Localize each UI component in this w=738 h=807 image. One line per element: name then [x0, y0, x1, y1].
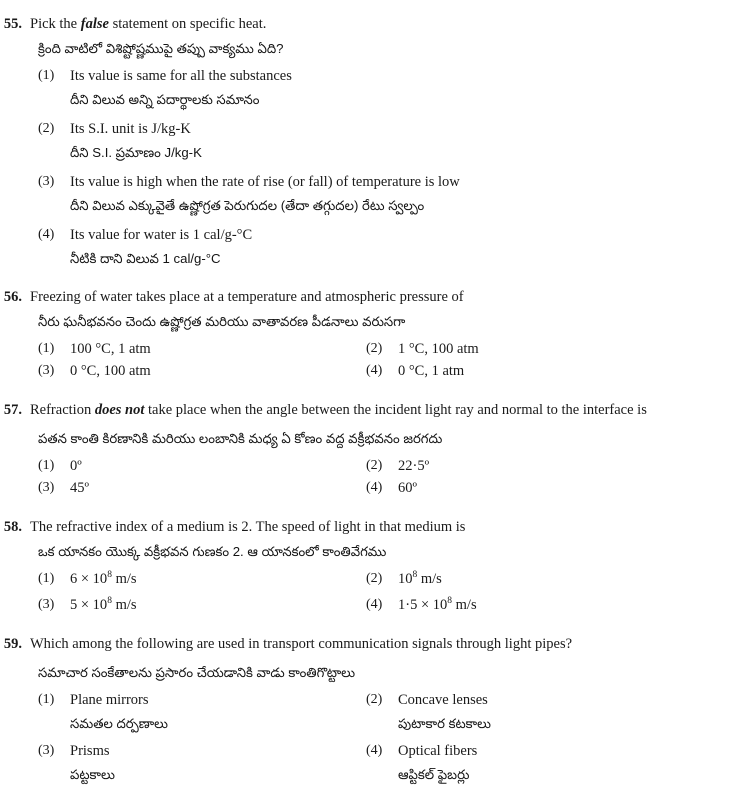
question-block-59 [0, 634, 738, 785]
q55-stem-emphasis: false [80, 16, 109, 32]
option-row[interactable] [38, 568, 738, 590]
option-text-english: Its value for water is 1 cal/g-°C [70, 227, 253, 243]
option-59-4[interactable] [366, 740, 694, 785]
option-label: (1) [38, 341, 55, 356]
option-text-english: 100 °C, 1 atm [70, 341, 151, 357]
option-row[interactable] [38, 171, 738, 216]
option-text-english: Its value is same for all the substances [70, 68, 292, 84]
option-56-4[interactable] [366, 360, 694, 382]
option-text-english: Plane mirrors [70, 692, 149, 708]
option-label: (4) [366, 480, 383, 495]
question-55-stem-english [30, 14, 738, 35]
question-57-header [0, 400, 738, 421]
option-57-3[interactable] [38, 477, 366, 499]
question-56-stem-telugu: నీరు ఘనీభవనం చెందు ఉష్ణోగ్రత మరియు వాతావరణ పీడనాలు వరుసగా [38, 314, 406, 329]
option-55-1[interactable] [38, 65, 738, 110]
option-unit: m/s [452, 597, 477, 613]
question-57-stem-english [30, 400, 738, 421]
option-55-4[interactable] [38, 224, 738, 269]
question-59-stem-telugu: సమాచార సంకేతాలను ప్రసారం చేయడానికి వాడు కాంతిగొట్టాలు [38, 665, 356, 680]
option-text-english [398, 594, 477, 616]
option-label: (1) [38, 68, 55, 83]
option-text-telugu: ఆప్టికల్ ఫైబర్లు [398, 767, 470, 782]
option-label: (3) [38, 174, 55, 189]
option-text-english [398, 568, 442, 590]
option-57-4[interactable] [366, 477, 694, 499]
option-58-3[interactable] [38, 594, 366, 616]
option-unit: m/s [417, 571, 442, 587]
option-exponent: 8 [107, 570, 112, 581]
question-57-number: 57. [3, 402, 22, 418]
option-56-2[interactable] [366, 338, 694, 360]
q55-stem-pre: Pick the [30, 16, 81, 32]
option-text-english: Optical fibers [398, 743, 478, 759]
option-text-english [70, 568, 137, 590]
option-57-2[interactable] [366, 455, 694, 477]
spacer [0, 499, 738, 517]
spacer [0, 382, 738, 400]
question-56-options [38, 338, 738, 382]
option-text-english: 60º [398, 480, 417, 496]
option-row[interactable] [38, 594, 738, 616]
option-row[interactable] [38, 224, 738, 269]
option-label: (4) [366, 363, 383, 378]
spacer [0, 269, 738, 287]
question-59-options [38, 689, 738, 785]
option-label: (4) [366, 597, 383, 612]
option-label: (3) [38, 480, 55, 495]
question-59-number: 59. [3, 636, 22, 652]
option-59-2[interactable] [366, 689, 694, 734]
option-label: (3) [38, 743, 55, 758]
question-58-options [38, 568, 738, 616]
option-label: (2) [366, 341, 383, 356]
option-row[interactable] [38, 360, 738, 382]
option-text-english: Its value is high when the rate of rise (or fall) of temperature is low [70, 174, 460, 190]
option-mantissa: 1·5 × 10 [398, 597, 448, 613]
question-55-header [0, 14, 738, 35]
option-mantissa: 10 [398, 571, 413, 587]
option-label: (1) [38, 458, 55, 473]
option-58-1[interactable] [38, 568, 366, 590]
option-57-1[interactable] [38, 455, 366, 477]
option-text-telugu: పుటాకార కటకాలు [398, 716, 491, 731]
option-59-3[interactable] [38, 740, 366, 785]
question-block-57 [0, 400, 738, 499]
question-58-stem-english: The refractive index of a medium is 2. The speed of light in that medium is [30, 519, 466, 535]
option-text-telugu: దీని విలువ ఎక్కువైతే ఉష్ణోగ్రత పెరుగుదల (తేదా తగ్గుదల) రేటు స్వల్పం [70, 198, 425, 213]
option-label: (4) [38, 227, 55, 242]
question-59-stem-english: Which among the following are used in transport communication signals through light pipes? [30, 636, 573, 652]
option-label: (2) [366, 458, 383, 473]
option-row[interactable] [38, 118, 738, 163]
option-text-english: Prisms [70, 743, 110, 759]
spacer [0, 616, 738, 634]
option-text-english: Concave lenses [398, 692, 488, 708]
option-text-telugu: నీటికి దాని విలువ 1 cal/g-°C [70, 251, 221, 266]
option-text-english: Its S.I. unit is J/kg-K [70, 121, 191, 137]
q55-stem-post: statement on specific heat. [108, 16, 267, 32]
question-57-options [38, 455, 738, 499]
option-text-english: 22·5º [398, 458, 430, 474]
option-label: (2) [366, 571, 383, 586]
option-label: (2) [38, 121, 55, 136]
option-unit: m/s [111, 571, 137, 587]
option-exponent: 8 [107, 596, 112, 607]
question-55-stem-telugu: క్రింది వాటిలో విశిష్టోష్ణముపై తప్పు వాక్యము ఏది? [38, 41, 284, 56]
option-55-2[interactable] [38, 118, 738, 163]
option-text-telugu: సమతల దర్పణాలు [70, 716, 168, 731]
option-text-english: 0 °C, 100 atm [70, 363, 151, 379]
question-56-stem-english: Freezing of water takes place at a temperature and atmospheric pressure of [30, 289, 464, 305]
option-row[interactable] [38, 338, 738, 360]
option-label: (3) [38, 363, 55, 378]
option-label: (1) [38, 571, 55, 586]
option-56-1[interactable] [38, 338, 366, 360]
option-58-2[interactable] [366, 568, 694, 590]
question-58-header [0, 517, 738, 538]
option-unit: m/s [111, 597, 137, 613]
question-59-header [0, 634, 738, 655]
option-text-telugu: పట్టకాలు [70, 767, 115, 782]
option-label: (3) [38, 597, 55, 612]
question-56-number: 56. [3, 289, 22, 305]
q57-stem-post: take place when the angle between the incident light ray and normal to the interface is [144, 402, 647, 418]
option-row[interactable] [38, 65, 738, 110]
option-mantissa: 5 × 10 [70, 597, 108, 613]
question-55-options [38, 65, 738, 269]
question-56-header [0, 287, 738, 308]
option-exponent: 8 [447, 596, 453, 607]
option-text-telugu: దీని విలువ అన్ని పదార్థాలకు సమానం [70, 92, 260, 107]
question-block-58 [0, 517, 738, 616]
question-57-stem-telugu: పతన కాంతి కిరణానికి మరియు లంబానికి మధ్య ఏ కోణం వద్ద వక్రీభవనం జరగదు [38, 431, 443, 446]
option-label: (1) [38, 692, 55, 707]
option-text-english: 45º [70, 480, 89, 496]
option-row[interactable] [38, 689, 738, 734]
q57-stem-pre: Refraction [30, 402, 95, 418]
question-block-56 [0, 287, 738, 382]
option-text-english [70, 594, 137, 616]
option-row[interactable] [38, 740, 738, 785]
option-mantissa: 6 × 10 [70, 571, 108, 587]
option-text-telugu: దీని S.I. ప్రమాణం J/kg-K [70, 145, 202, 160]
option-row[interactable] [38, 477, 738, 499]
question-block-55 [0, 0, 738, 269]
question-58-stem-telugu: ఒక యానకం యొక్క వక్రీభవన గుణకం 2. ఆ యానకంలో కాంతివేగము [38, 544, 387, 559]
question-55-number: 55. [3, 16, 22, 32]
option-55-3[interactable] [38, 171, 738, 216]
option-58-4[interactable] [366, 594, 694, 616]
option-text-english: 0º [70, 458, 82, 474]
option-row[interactable] [38, 455, 738, 477]
option-exponent: 8 [412, 570, 418, 581]
question-58-number: 58. [3, 519, 22, 535]
option-56-3[interactable] [38, 360, 366, 382]
option-59-1[interactable] [38, 689, 366, 734]
q57-stem-emphasis: does not [94, 402, 145, 418]
option-text-english: 0 °C, 1 atm [398, 363, 465, 379]
option-text-english: 1 °C, 100 atm [398, 341, 479, 357]
option-label: (4) [366, 743, 383, 758]
option-label: (2) [366, 692, 383, 707]
